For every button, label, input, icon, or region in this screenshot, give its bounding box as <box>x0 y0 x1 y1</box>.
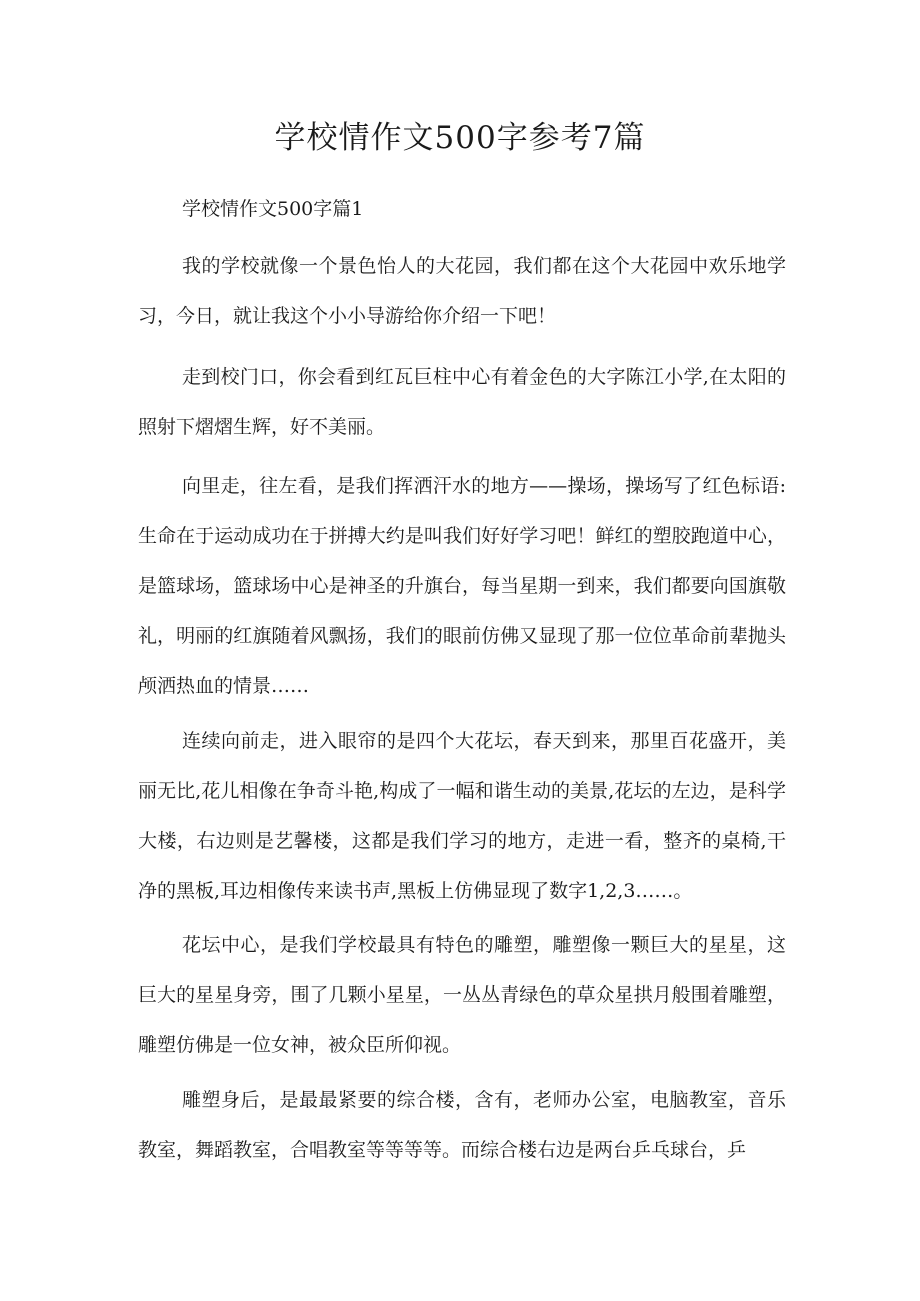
paragraph-3: 向里走，往左看，是我们挥洒汗水的地方——操场，操场写了红色标语:生命在于运动成功在于拼搏大约是叫我们好好学习吧！鲜红的塑胶跑道中心，是篮球场，篮球场中心是神圣的升旗台，每当星期一到来，我们都要向国旗敬礼，明丽的红旗随着风飘扬，我们的眼前仿佛又显现了那一位位革命前辈抛头颅洒热血的情景…… <box>138 475 786 697</box>
paragraph-2: 走到校门口，你会看到红瓦巨柱中心有着金色的大字陈江小学,在太阳的照射下熠熠生辉，好不美丽。 <box>138 366 786 438</box>
paragraph-4: 连续向前走，进入眼帘的是四个大花坛，春天到来，那里百花盛开，美丽无比,花儿相像在争奇斗艳,构成了一幅和谐生动的美景,花坛的左边，是科学大楼，右边则是艺馨楼，这都是我们学习的地方，走进一看，整齐的桌椅,干净的黑板,耳边相像传来读书声,黑板上仿佛显现了数字1,2,3……。 <box>138 730 786 902</box>
paragraph-6: 雕塑身后，是最最紧要的综合楼，含有，老师办公室，电脑教室，音乐教室，舞蹈教室，合唱教室等等等等。而综合楼右边是两台乒乓球台，乒 <box>138 1089 786 1161</box>
paragraph-5: 花坛中心，是我们学校最具有特色的雕塑，雕塑像一颗巨大的星星，这巨大的星星身旁，围了几颗小星星，一丛丛青绿色的草众星拱月般围着雕塑，雕塑仿佛是一位女神，被众臣所仰视。 <box>138 934 786 1056</box>
section-heading: 学校情作文500字篇1 <box>182 198 364 220</box>
paragraph-1: 我的学校就像一个景色怡人的大花园，我们都在这个大花园中欢乐地学习，今日，就让我这个小小导游给你介绍一下吧！ <box>138 255 786 327</box>
document-title: 学校情作文500字参考7篇 <box>274 120 646 156</box>
